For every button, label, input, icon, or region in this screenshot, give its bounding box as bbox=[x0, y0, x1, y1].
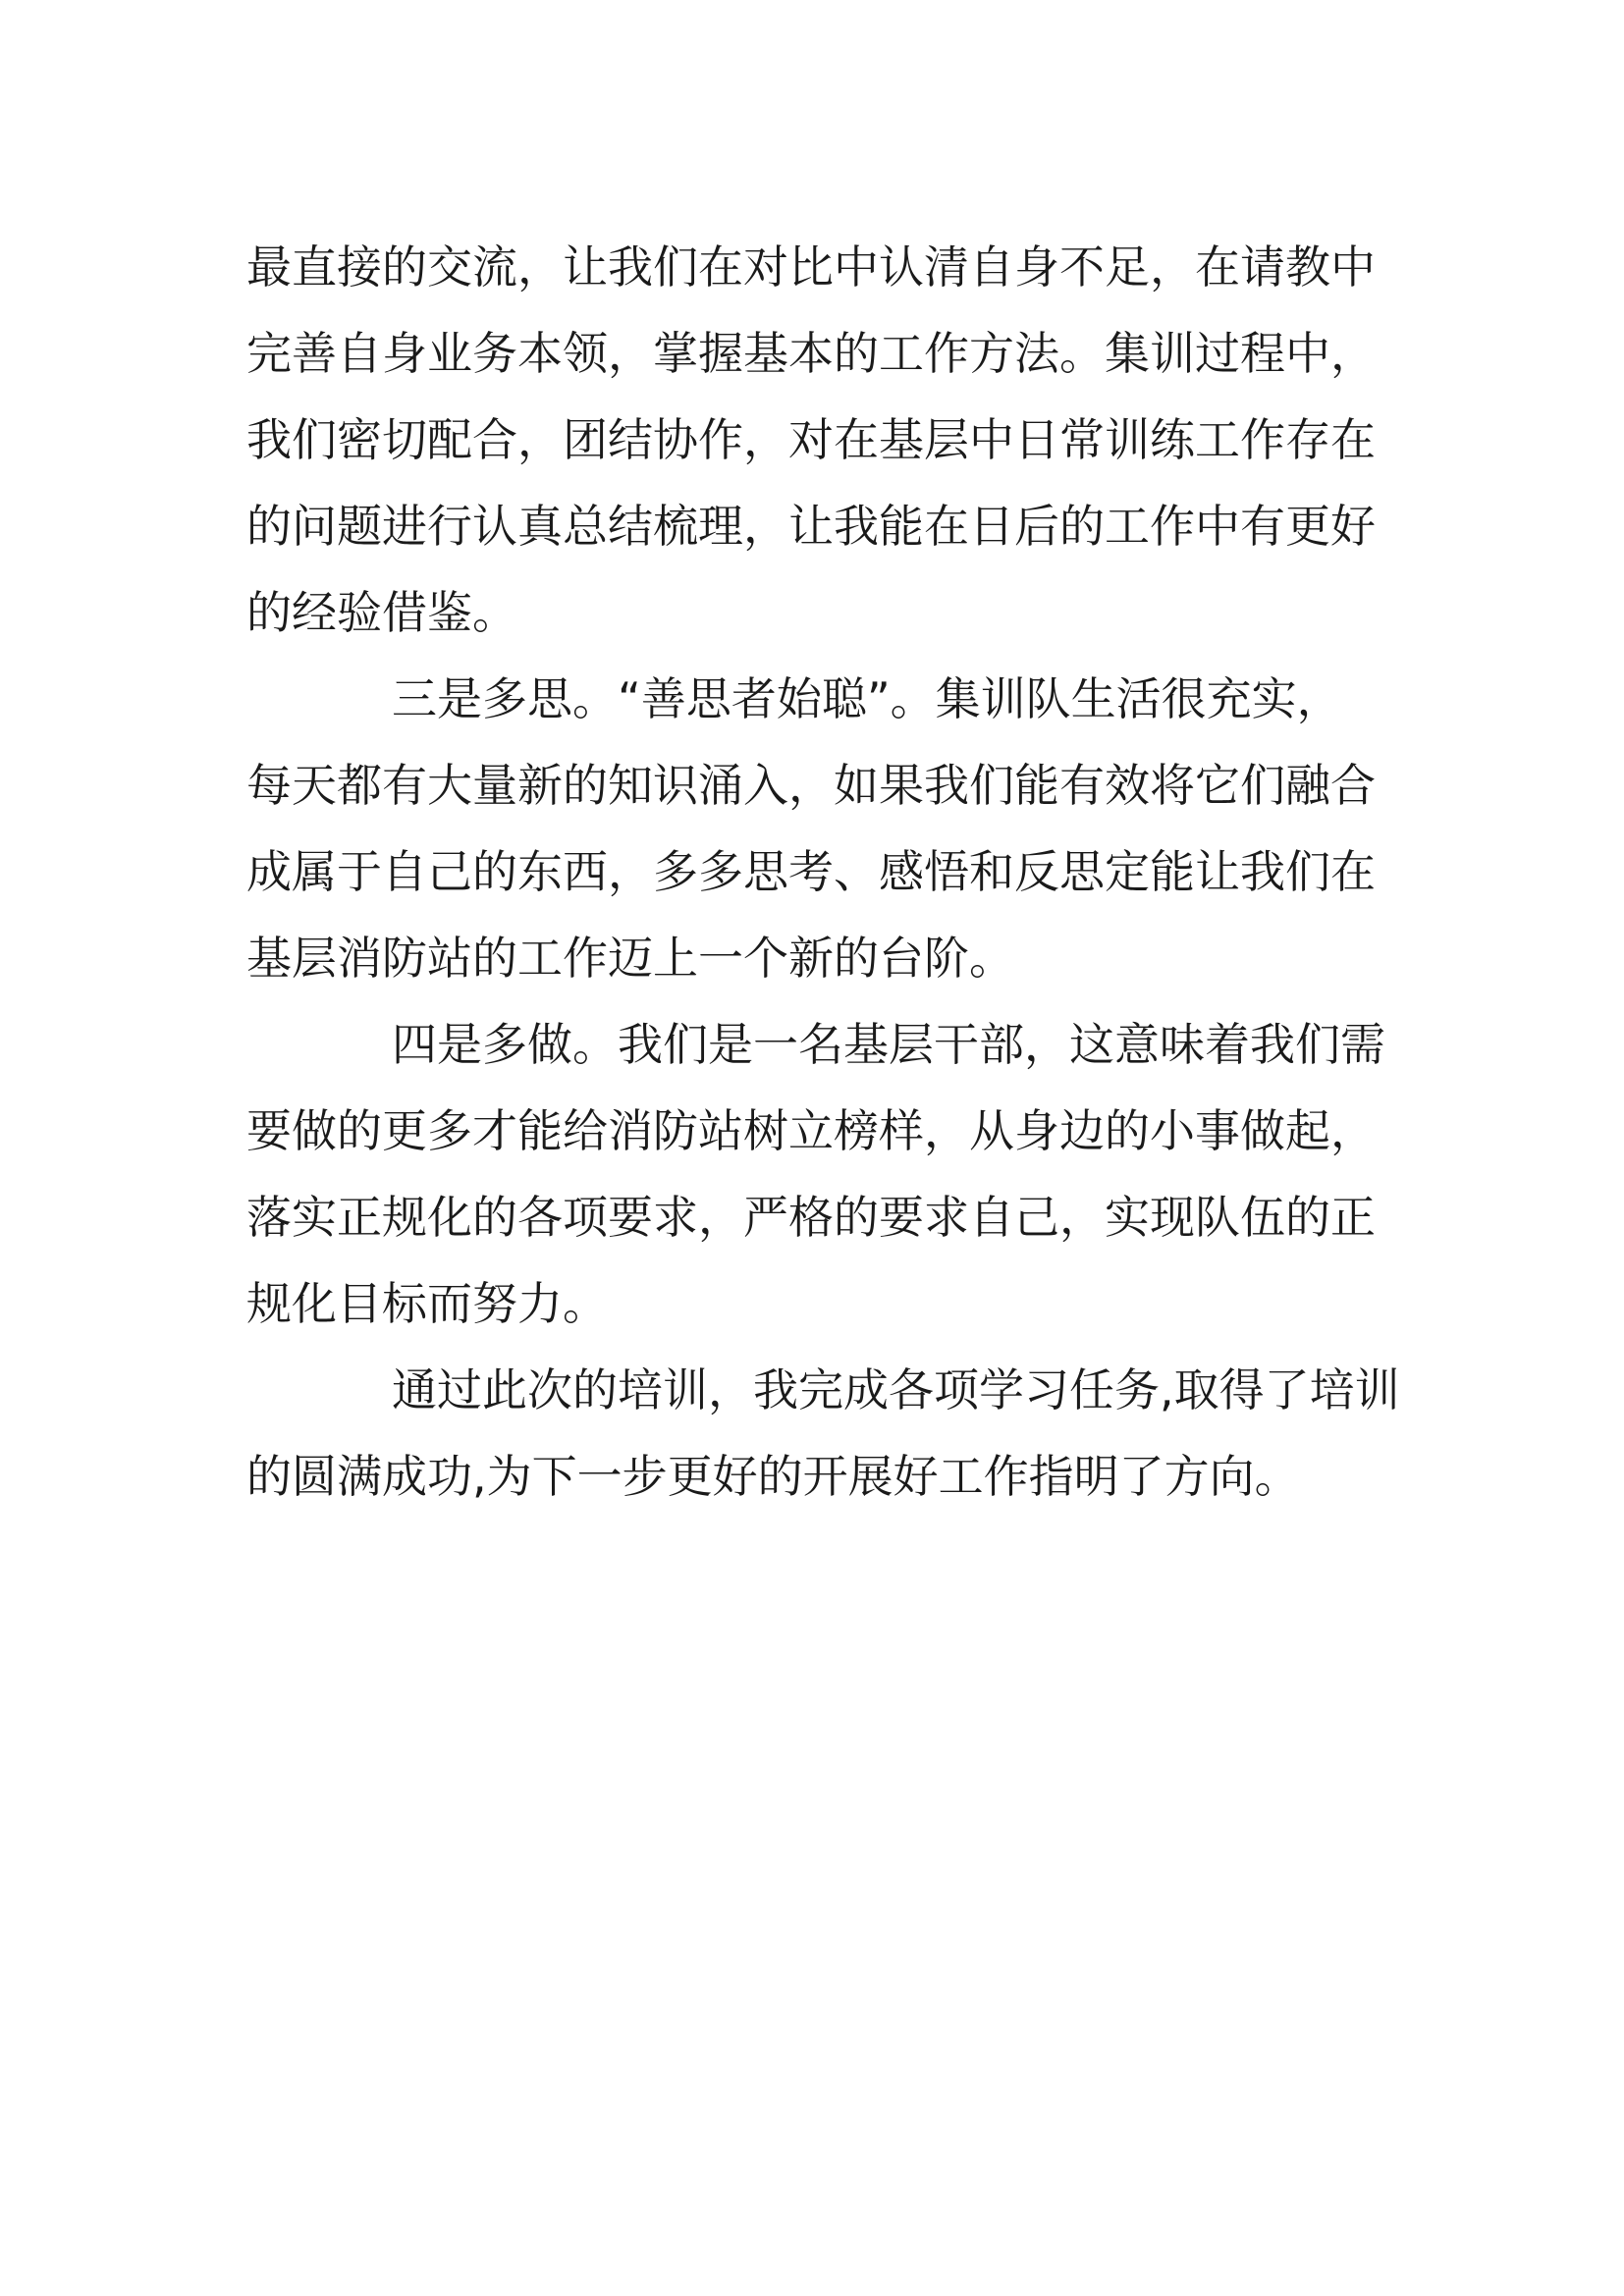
text-line: 成属于自己的东西，多多思考、感悟和反思定能让我们在 bbox=[246, 845, 1376, 898]
document-body bbox=[246, 224, 1400, 1520]
paragraph-2 bbox=[246, 656, 1385, 1001]
text-line: 完善自身业务本领，掌握基本的工作方法。集训过程中， bbox=[246, 327, 1376, 380]
text-line: 的经验借鉴。 bbox=[246, 586, 517, 639]
text-line: 规化目标而努力。 bbox=[246, 1277, 608, 1330]
text-line: 每天都有大量新的知识涌入，如果我们能有效将它们融合 bbox=[246, 759, 1376, 812]
text-line: 通过此次的培训，我完成各项学习任务,取得了培训 bbox=[392, 1363, 1400, 1416]
paragraph-3 bbox=[246, 1001, 1385, 1347]
text-line: 三是多思。“善思者始聪”。集训队生活很充实， bbox=[392, 672, 1342, 725]
text-line: 落实正规化的各项要求，严格的要求自己，实现队伍的正 bbox=[246, 1191, 1376, 1244]
paragraph-1 bbox=[246, 224, 1385, 656]
text-line: 我们密切配合，团结协作，对在基层中日常训练工作存在 bbox=[246, 413, 1376, 466]
text-line: 基层消防站的工作迈上一个新的台阶。 bbox=[246, 932, 1014, 985]
text-line: 最直接的交流，让我们在对比中认清自身不足，在请教中 bbox=[246, 240, 1376, 294]
text-line: 的圆满成功,为下一步更好的开展好工作指明了方向。 bbox=[246, 1450, 1300, 1503]
text-line: 的问题进行认真总结梳理，让我能在日后的工作中有更好 bbox=[246, 500, 1376, 553]
text-line: 四是多做。我们是一名基层干部，这意味着我们需 bbox=[392, 1018, 1385, 1071]
paragraph-4 bbox=[246, 1347, 1400, 1520]
text-line: 要做的更多才能给消防站树立榜样，从身边的小事做起， bbox=[246, 1104, 1376, 1157]
